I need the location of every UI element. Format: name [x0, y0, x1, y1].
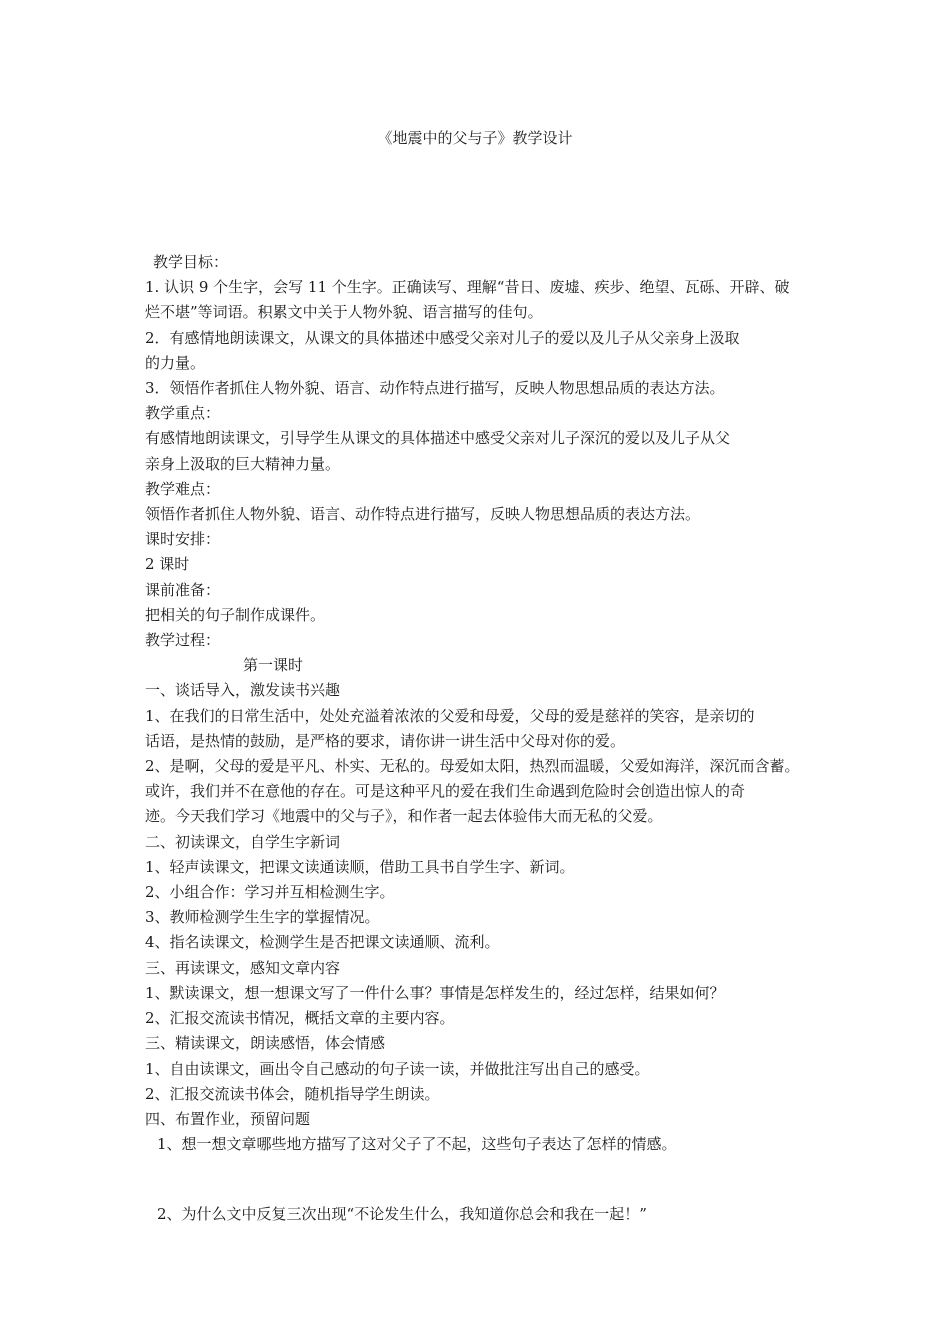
spacer	[145, 1157, 825, 1202]
schedule-heading: 课时安排：	[145, 530, 221, 549]
preparation-heading: 课前准备：	[145, 580, 221, 599]
section-4-heading: 三、精读课文，朗读感悟，体会情感	[145, 1034, 386, 1053]
section-2-item-4: 4、指名读课文，检测学生是否把课文读通顺、流利。	[145, 933, 500, 952]
goal-2-line-1: 2．有感情地朗读课文，从课文的具体描述中感受父亲对儿子的爱以及儿子从父亲身上汲取	[145, 328, 740, 347]
section-2-item-1: 1、轻声读课文，把课文读通读顺，借助工具书自学生字、新词。	[145, 857, 575, 876]
section-2-item-3: 3、教师检测学生生字的掌握情况。	[145, 908, 380, 927]
section-1-item-1-line-1: 1、在我们的日常生活中，处处充溢着浓浓的父爱和母爱，父母的爱是慈祥的笑容，是亲切的	[145, 706, 755, 725]
section-4-item-1: 1、自由读课文，画出令自己感动的句子读一读，并做批注写出自己的感受。	[145, 1059, 650, 1078]
goal-3: 3．领悟作者抓住人物外貌、语言、动作特点进行描写，反映人物思想品质的表达方法。	[145, 379, 725, 398]
goal-1-line-2: 烂不堪”等词语。积累文中关于人物外貌、语言描写的佳句。	[145, 303, 543, 322]
key-points-line-2: 亲身上汲取的巨大精神力量。	[145, 454, 341, 473]
section-1-heading: 一、谈话导入，激发读书兴趣	[145, 681, 341, 700]
key-points-line-1: 有感情地朗读课文，引导学生从课文的具体描述中感受父亲对儿子深沉的爱以及儿子从父	[145, 429, 731, 448]
section-1-item-2-line-2: 或许，我们并不在意他的存在。可是这种平凡的爱在我们生命遇到危险时会创造出惊人的奇	[145, 782, 746, 801]
section-3-heading: 三、再读课文，感知文章内容	[145, 958, 341, 977]
section-1-item-2-line-3: 迹。今天我们学习《地震中的父与子》，和作者一起去体验伟大而无私的父爱。	[145, 807, 663, 826]
homework-question-1: 1、想一想文章哪些地方描写了这对父子了不起，这些句子表达了怎样的情感。	[157, 1135, 677, 1154]
document-title: 《地震中的父与子》教学设计	[377, 129, 573, 147]
schedule-text: 2 课时	[145, 555, 190, 574]
preparation-text: 把相关的句子制作成课件。	[145, 605, 326, 624]
section-3-item-2: 2、汇报交流读书情况，概括文章的主要内容。	[145, 1009, 455, 1028]
document-body	[145, 250, 825, 1228]
difficulties-text: 领悟作者抓住人物外貌、语言、动作特点进行描写，反映人物思想品质的表达方法。	[145, 505, 701, 524]
section-4-item-2: 2、汇报交流读书体会，随机指导学生朗读。	[145, 1084, 440, 1103]
goals-heading: 教学目标：	[153, 253, 229, 271]
section-5-heading: 四、布置作业，预留问题	[145, 1109, 311, 1128]
lesson-one-heading: 第一课时	[243, 656, 304, 675]
section-3-item-1: 1、默读课文，想一想课文写了一件什么事？事情是怎样发生的，经过怎样，结果如何？	[145, 983, 725, 1002]
section-2-item-2: 2、小组合作：学习并互相检测生字。	[145, 883, 395, 902]
section-1-item-2-line-1: 2、是啊，父母的爱是平凡、朴实、无私的。母爱如太阳，热烈而温暖，父爱如海洋，深沉而含蓄。	[145, 757, 800, 776]
key-points-heading: 教学重点：	[145, 404, 221, 423]
homework-question-2: 2、为什么文中反复三次出现“不论发生什么，我知道你总会和我在一起！”	[157, 1205, 647, 1224]
goal-1-line-1: 1. 认识 9 个生字，会写 11 个生字。正确读写、理解“昔日、废墟、疾步、绝望、瓦砾、开辟、破	[145, 278, 790, 297]
goal-2-line-2: 的力量。	[145, 353, 206, 372]
process-heading: 教学过程：	[145, 631, 221, 650]
difficulties-heading: 教学难点：	[145, 479, 221, 498]
section-1-item-1-line-2: 话语，是热情的鼓励，是严格的要求，请你讲一讲生活中父母对你的爱。	[145, 731, 626, 750]
section-2-heading: 二、初读课文，自学生字新词	[145, 832, 341, 851]
